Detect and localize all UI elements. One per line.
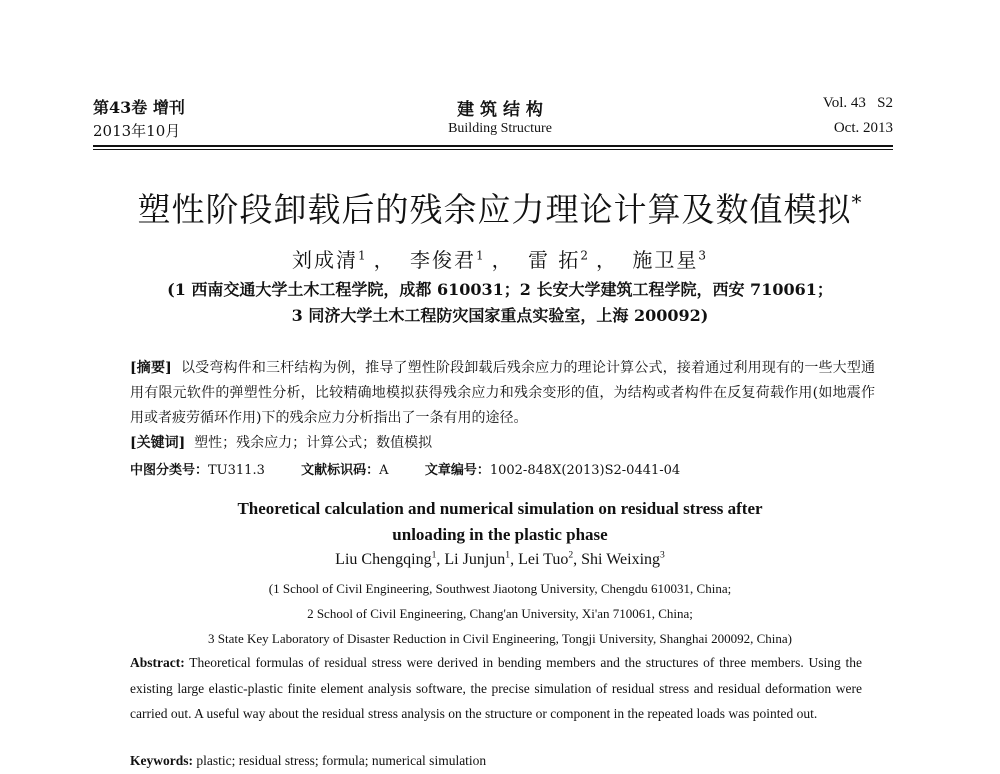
author-cn-sup: 2 — [580, 248, 590, 263]
title-en-line: Theoretical calculation and numerical simulation on residual stress after — [237, 499, 763, 518]
journal-name-en: Building Structure — [448, 121, 552, 136]
abstract-en-text: Theoretical formulas of residual stress were derived in bending members and the structures of three members. Using the existing large elastic-plastic finite element analysis software, the precise simulation of residual stress and residual deformation were carried out. A useful way about the residual stress analysis on the structure or component in the repeated loads was pointed out. — [130, 655, 862, 721]
title-en-line: unloading in the plastic phase — [392, 525, 608, 544]
authors-en: Liu Chengqing$^1$, Li Junjun$^1$, Lei Tuo$^2$, Shi Weixing$^3$ — [335, 549, 665, 568]
title-cn-text: 塑性阶段卸载后的残余应力理论计算及数值模拟 — [137, 190, 852, 229]
author-cn-sup: 1 — [476, 248, 486, 263]
abstract-en — [130, 650, 862, 727]
affiliation-cn-line: 3 同济大学土木工程防灾国家重点实验室，上海 200092) — [291, 306, 709, 325]
author-cn: 雷 拓 — [528, 248, 581, 272]
affiliation-cn-line: (1 西南交通大学土木工程学院，成都 610031；2 长安大学建筑工程学院，西安 710061； — [167, 280, 833, 299]
abstract-en-label: Abstract: — [130, 655, 185, 670]
keywords-cn — [130, 431, 875, 456]
author-en: Li Junjun — [444, 551, 506, 568]
author-cn: 李俊君 — [410, 248, 476, 272]
affiliation-en-line: 2 School of Civil Engineering, Chang'an University, Xi'an 710061, China; — [307, 606, 693, 621]
header-rule-thick — [93, 145, 893, 147]
journal-name-cn: 建 筑 结 构 — [457, 100, 543, 120]
date-en: Oct. 2013 — [833, 120, 893, 136]
title-cn — [0, 184, 1000, 231]
author-cn: 刘成清 — [292, 248, 358, 272]
authors-cn: 刘成清$^1$ ， 李俊君$^1$ ， 雷 拓$^2$ ， 施卫星$^3$ — [292, 248, 708, 272]
volume-en: Vol. 43 S2 — [822, 95, 893, 111]
doc-code-value: A — [379, 463, 389, 478]
author-en-sup: 3 — [660, 549, 665, 561]
clc-value: TU311.3 — [208, 463, 265, 478]
clc-label: 中图分类号： — [130, 463, 209, 478]
author-en: Liu Chengqing — [335, 551, 432, 568]
article-number-value: 1002-848X(2013)S2-0441-04 — [489, 463, 681, 478]
affiliation-en-line: 3 State Key Laboratory of Disaster Reduction in Civil Engineering, Tongji University, Shanghai 200092, China) — [208, 631, 792, 646]
date-cn: 2013年10月 — [93, 122, 181, 140]
article-number-label: 文章编号： — [424, 463, 490, 478]
author-en-sup: 1 — [431, 549, 437, 561]
author-cn-sup: 3 — [698, 248, 708, 263]
keywords-cn-text: 塑性；残余应力；计算公式；数值模拟 — [194, 435, 433, 451]
title-footnote-mark: * — [851, 190, 863, 214]
keywords-en-label: Keywords: — [130, 753, 193, 768]
author-en-sup: 1 — [505, 549, 511, 561]
author-en: Shi Weixing — [581, 551, 661, 568]
author-cn-sup: 1 — [358, 248, 368, 263]
keywords-en-text: plastic; residual stress; formula; numerical simulation — [196, 753, 487, 768]
classification-line — [130, 459, 680, 478]
author-en-sup: 2 — [568, 549, 574, 561]
affiliation-en-line: (1 School of Civil Engineering, Southwest Jiaotong University, Chengdu 610031, China; — [268, 581, 732, 596]
keywords-cn-label: [关键词] — [130, 435, 186, 451]
header-rule-thin — [93, 149, 893, 150]
abstract-cn-label: [摘要] — [130, 360, 172, 376]
doc-code-label: 文献标识码： — [301, 463, 380, 478]
author-en: Lei Tuo — [518, 551, 569, 568]
abstract-cn — [130, 356, 875, 431]
abstract-cn-text: 以受弯构件和三杆结构为例，推导了塑性阶段卸载后残余应力的理论计算公式，接着通过利用现有的一些大型通用有限元软件的弹塑性分析，比较精确地模拟获得残余应力和残余变形的值，为结构或者构件在反复荷载作用(如地震作用或者疲劳循环作用)下的残余应力分析指出了一条有用的途径。 — [130, 360, 875, 426]
keywords-en — [130, 748, 862, 774]
author-cn: 施卫星 — [632, 248, 699, 272]
volume-cn: 第43卷 增刊 — [93, 98, 185, 117]
